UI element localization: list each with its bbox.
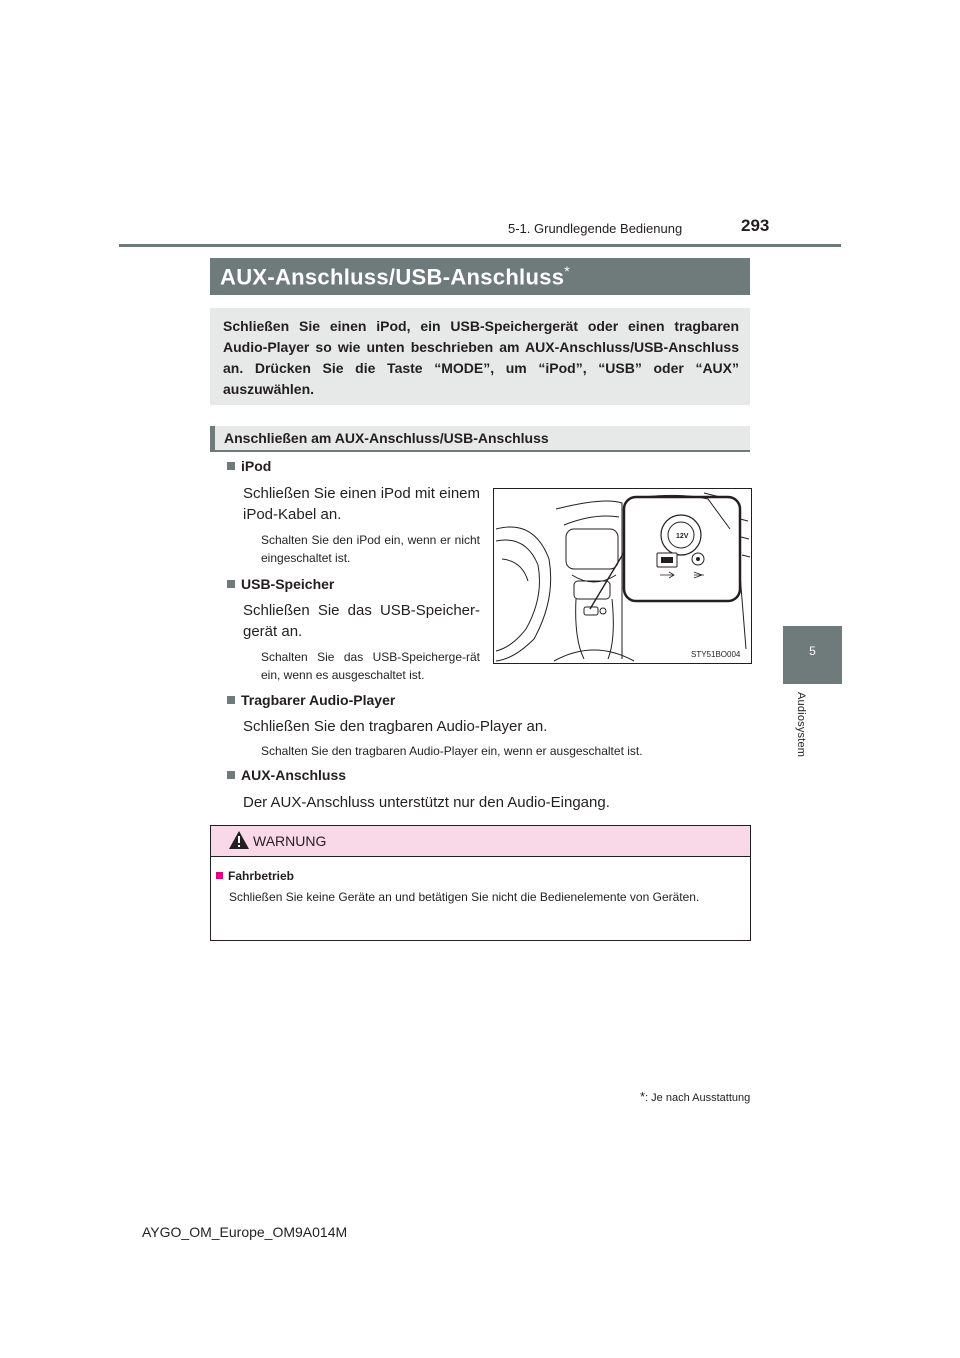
warning-item-heading: Fahrbetrieb bbox=[216, 869, 294, 883]
warning-title: WARNUNG bbox=[253, 833, 327, 849]
item-heading-ipod: iPod bbox=[227, 458, 271, 474]
subsection-header bbox=[210, 426, 750, 452]
warning-box bbox=[210, 825, 751, 941]
chapter-label: Audiosystem bbox=[795, 692, 807, 758]
item-note-ipod: Schalten Sie den iPod ein, wenn er nicht eingeschaltet ist. bbox=[261, 533, 480, 565]
bullet-square bbox=[227, 696, 235, 704]
item-text-ipod: Schließen Sie einen iPod mit einem iPod-Kabel an. bbox=[243, 485, 480, 523]
warning-triangle-icon bbox=[228, 830, 250, 850]
header-rule bbox=[119, 244, 841, 247]
footer-document-code: AYGO_OM_Europe_OM9A014M bbox=[142, 1224, 348, 1240]
console-illustration bbox=[494, 489, 751, 663]
intro-text: Schließen Sie einen iPod, ein USB-Speichergerät oder einen tragbaren Audio-Player so wie unten beschrieben am AUX-Anschluss/USB-Anschluss an. Drücken Sie die Taste “MODE”, um “iPod”, “USB” oder “AUX” auszuwählen. bbox=[223, 318, 739, 397]
item-note-usb: Schalten Sie das USB-Speicherge-rät ein, wenn es ausgeschaltet ist. bbox=[261, 650, 480, 682]
intro-box bbox=[210, 308, 750, 405]
figure-console-ports bbox=[493, 488, 752, 664]
item-text-usb: Schließen Sie das USB-Speicher-gerät an. bbox=[243, 602, 480, 640]
bullet-square bbox=[227, 462, 235, 470]
item-text-audio-player: Schließen Sie den tragbaren Audio-Player an. bbox=[243, 718, 548, 735]
item-text-aux: Der AUX-Anschluss unterstützt nur den Audio-Eingang. bbox=[243, 794, 610, 811]
item-heading-audio-player: Tragbarer Audio-Player bbox=[227, 692, 395, 708]
title-bar bbox=[210, 258, 750, 295]
subsection-marker bbox=[210, 426, 215, 450]
figure-code: STY51BO004 bbox=[691, 650, 741, 659]
bullet-square bbox=[227, 580, 235, 588]
item-heading-usb: USB-Speicher bbox=[227, 576, 334, 592]
warning-bullet bbox=[216, 872, 223, 879]
chapter-tab: 5 bbox=[783, 626, 842, 684]
warning-header bbox=[211, 826, 750, 857]
footnote-star-marker: * bbox=[640, 1089, 646, 1104]
warning-item-text: Schließen Sie keine Geräte an und betätigen Sie nicht die Bedienelemente von Geräten. bbox=[229, 890, 700, 904]
section-header: 5-1. Grundlegende Bedienung bbox=[508, 221, 683, 236]
title-star-marker: * bbox=[564, 263, 571, 279]
socket-label: 12V bbox=[676, 533, 689, 540]
page-title: AUX-Anschluss/USB-Anschluss* bbox=[220, 263, 571, 290]
item-heading-aux: AUX-Anschluss bbox=[227, 767, 346, 783]
item-note-audio-player: Schalten Sie den tragbaren Audio-Player ein, wenn er ausgeschaltet ist. bbox=[261, 744, 643, 758]
bullet-square bbox=[227, 771, 235, 779]
page-number: 293 bbox=[741, 216, 770, 235]
footnote: *: Je nach Ausstattung bbox=[640, 1089, 751, 1104]
subsection-title: Anschließen am AUX-Anschluss/USB-Anschluss bbox=[224, 430, 549, 446]
